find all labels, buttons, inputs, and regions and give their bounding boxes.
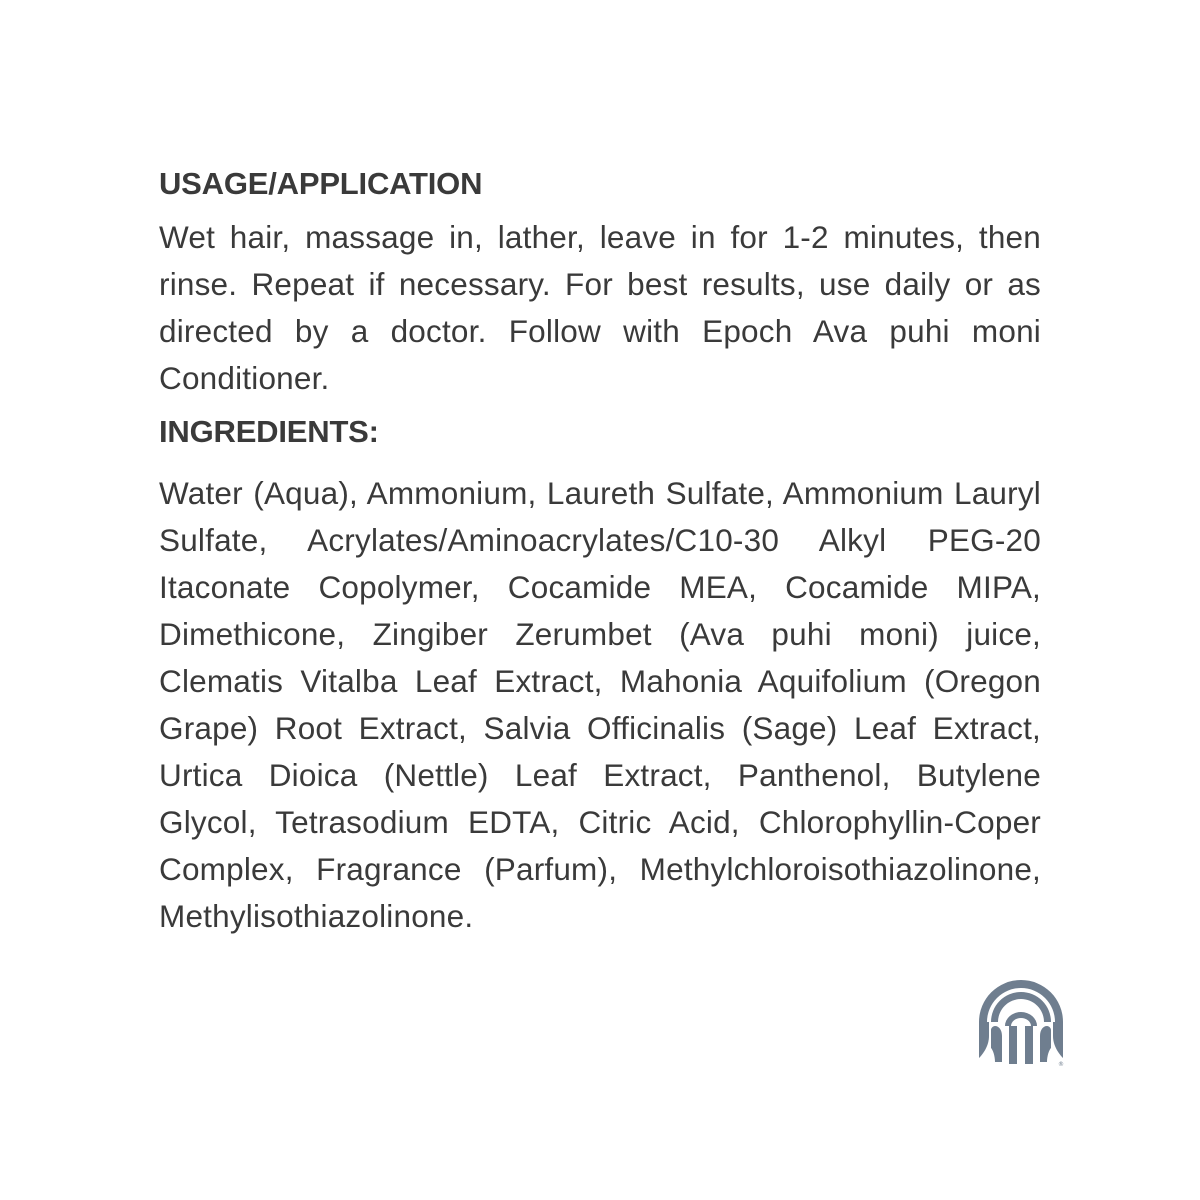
usage-heading: USAGE/APPLICATION [159,166,483,201]
content-area [159,160,1041,940]
ingredients-heading: INGREDIENTS: [159,414,379,449]
usage-text: Wet hair, massage in, lather, leave in for 1-2 minutes, then rinse. Repeat if necessary. For best results, use daily or as directed by a doctor. Follow with Epoch Ava puhi moni Conditioner. [159,219,1041,396]
brand-logo-icon [975,976,1067,1068]
brand-logo-svg [975,976,1067,1068]
registered-mark: ® [1058,1061,1064,1068]
ingredients-text: Water (Aqua), Ammonium, Laureth Sulfate, Ammonium Lauryl Sulfate, Acrylates/Aminoacrylates/C10-30 Alkyl PEG-20 Itaconate Copolymer, Cocamide MEA, Cocamide MIPA, Dimethicone, Zingiber Zerumbet (Ava puhi moni) juice, Clematis Vitalba Leaf Extract, Mahonia Aquifolium (Oregon Grape) Root Extract, Salvia Officinalis (Sage) Leaf Extract, Urtica Dioica (Nettle) Leaf Extract, Panthenol, Butylene Glycol, Tetrasodium EDTA, Citric Acid, Chlorophyllin-Coper Complex, Fragrance (Parfum), Methylchloroisothiazolinone, Methylisothiazolinone. [159,475,1041,934]
